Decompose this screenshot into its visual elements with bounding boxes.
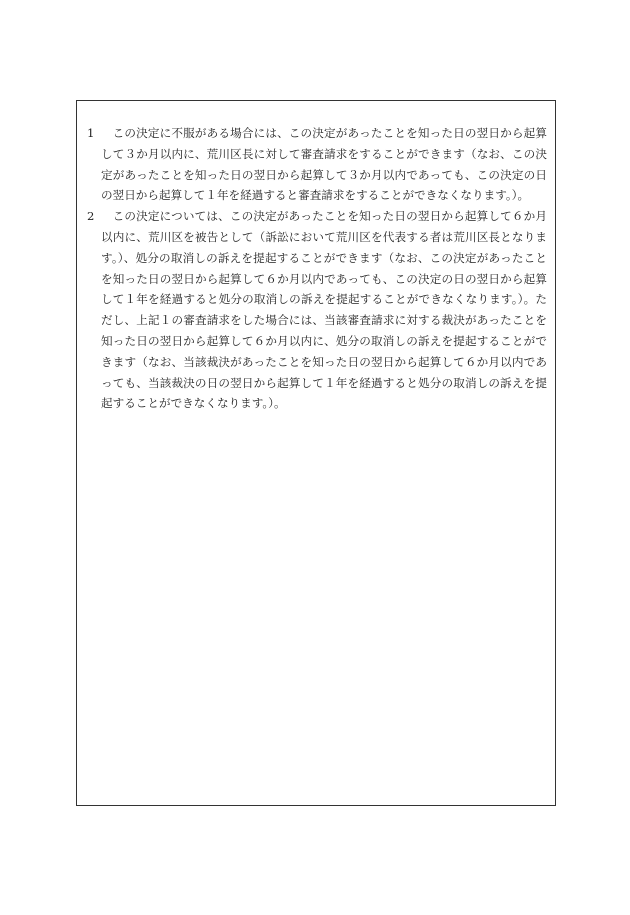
notice-number: 2: [87, 209, 95, 224]
notice-list: [87, 123, 547, 414]
notice-text: この決定については、この決定があったことを知った日の翌日から起算して６か月以内に、荒川区を被告として（訴訟において荒川区を代表する者は荒川区長となります。）、処分の取消しの訴えを提起することができます（なお、この決定があったことを知った日の翌日から起算して６か月以内であっても、この決定の日の翌日から起算して１年を経過すると処分の取消しの訴えを提起することができなくなります。）。ただし、上記１の審査請求をした場合には、当該審査請求に対する裁決があったことを知った日の翌日から起算して６か月以内に、処分の取消しの訴えを提起することができます（なお、当該裁決があったことを知った日の翌日から起算して６か月以内であっても、当該裁決の日の翌日から起算して１年を経過すると処分の取消しの訴えを提起することができなくなります。）。: [101, 209, 547, 411]
notice-text: この決定に不服がある場合には、この決定があったことを知った日の翌日から起算して３か月以内に、荒川区長に対して審査請求をすることができます（なお、この決定があったことを知った日の翌日から起算して３か月以内であっても、この決定の日の翌日から起算して１年を経過すると審査請求をすることができなくなります。）。: [101, 126, 547, 203]
notice-number: 1: [87, 126, 95, 140]
notice-item-1: [87, 123, 547, 206]
notice-item-2: [87, 206, 547, 414]
notice-box: [76, 100, 556, 806]
